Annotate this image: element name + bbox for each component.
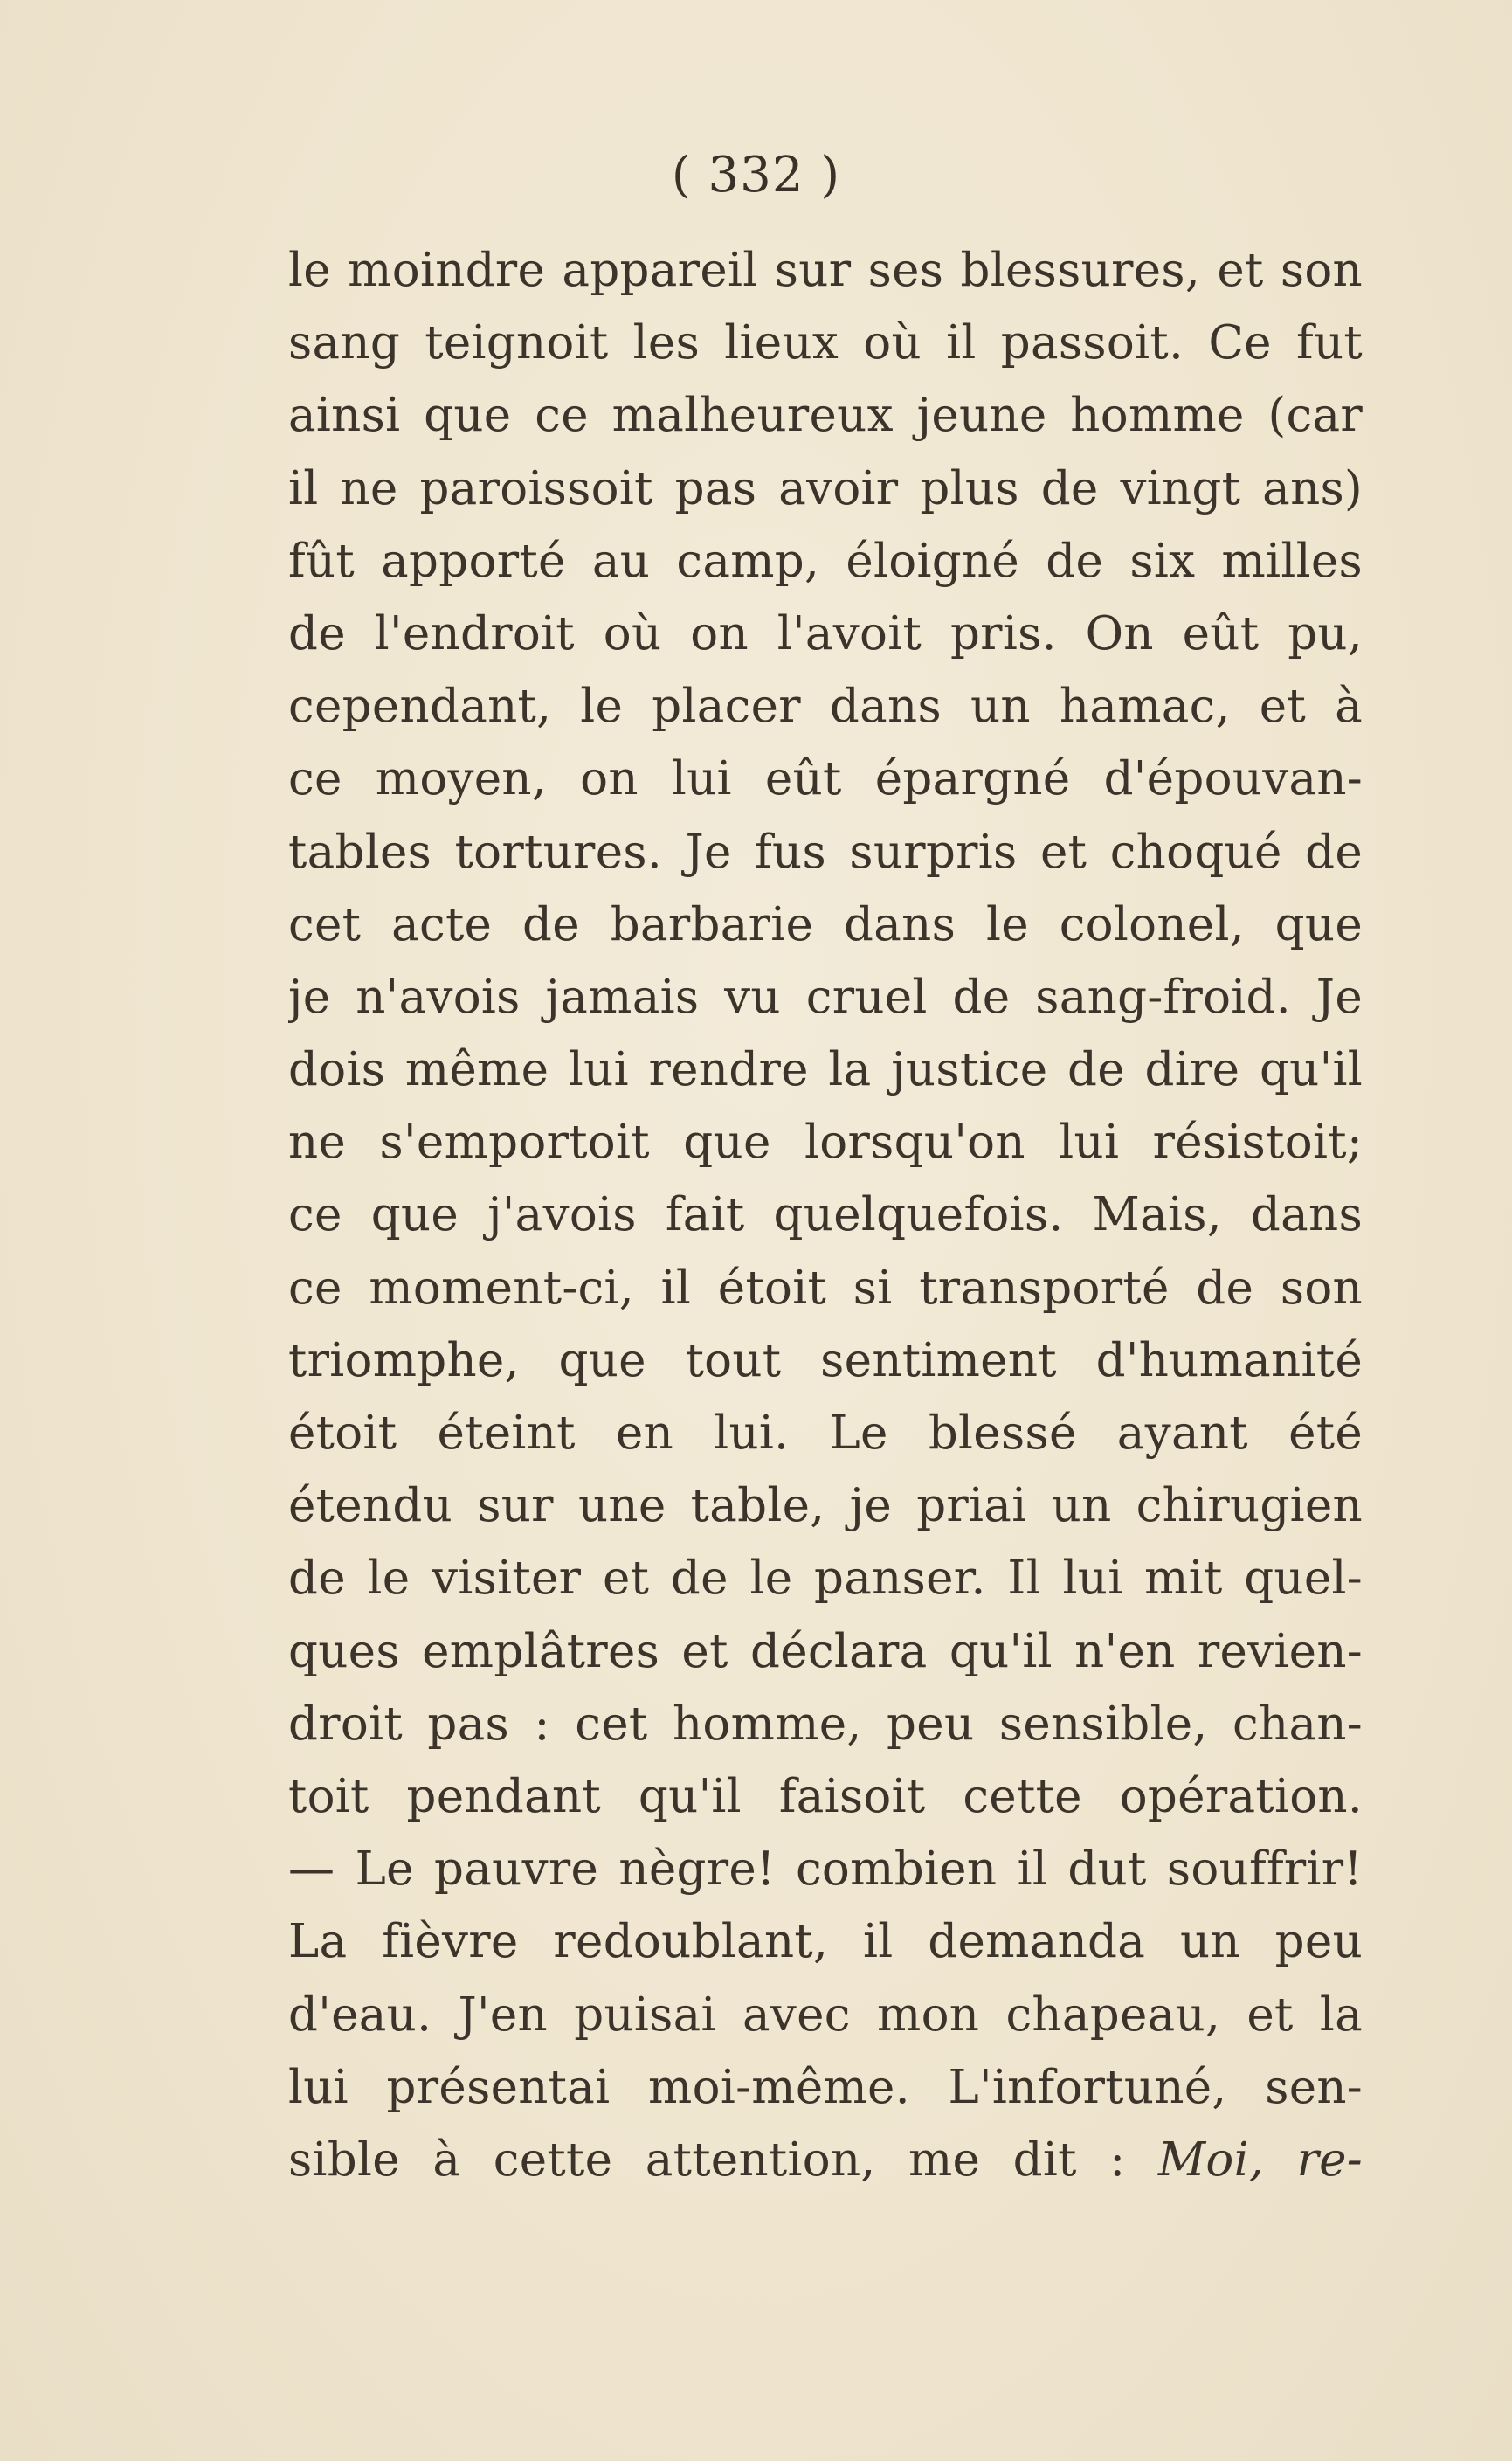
text-line: toit pendant qu'il faisoit cette opération. [288,1769,1363,1823]
last-text-line [288,2124,1363,2196]
text-line: cet acte de barbarie dans le colonel, que [288,897,1363,951]
text-line: dois même lui rendre la justice de dire qu'il [288,1043,1363,1097]
text-line: le moindre appareil sur ses blessures, et son [288,244,1363,297]
text-line: je n'avois jamais vu cruel de sang-froid. Je [288,970,1363,1024]
text-line: droit pas : cet homme, peu sensible, chan- [288,1697,1363,1751]
text-line: d'eau. J'en puisai avec mon chapeau, et la [288,1987,1363,2042]
text-line: ce que j'avois fait quelquefois. Mais, dans [288,1188,1363,1242]
text-line: lui présentai moi-même. L'infortuné, sen- [288,2060,1363,2114]
text-line: tables tortures. Je fus surpris et choqué de [288,825,1363,879]
text-line: il ne paroissoit pas avoir plus de vingt ans) [288,461,1363,515]
text-line: ainsi que ce malheureux jeune homme (car [288,389,1363,443]
text-line: étoit éteint en lui. Le blessé ayant été [288,1407,1363,1460]
text-line: ques emplâtres et déclara qu'il n'en revien- [288,1624,1363,1678]
text-line: de l'endroit où on l'avoit pris. On eût pu, [288,606,1363,660]
text-line: triomphe, que tout sentiment d'humanité [288,1333,1363,1387]
text-line: ce moyen, on lui eût épargné d'épouvan- [288,752,1363,806]
last-line-italic: Moi, re- [1157,2133,1363,2187]
body-text [288,234,1363,2196]
text-line: cependant, le placer dans un hamac, et à [288,680,1363,734]
text-line: fût apporté au camp, éloigné de six milles [288,534,1363,588]
text-line: ne s'emportoit que lorsqu'on lui résistoit; [288,1116,1363,1170]
text-line: étendu sur une table, je priai un chirugien [288,1479,1363,1533]
text-line: ce moment-ci, il étoit si transporté de son [288,1261,1363,1315]
page-number: ( 332 ) [671,147,841,204]
text-line: sang teignoit les lieux où il passoit. Ce fut [288,316,1363,370]
text-line: de le visiter et de le panser. Il lui mit quel- [288,1552,1363,1606]
text-line: La fièvre redoublant, il demanda un peu [288,1915,1363,1969]
text-line: — Le pauvre nègre! combien il dut souffrir! [288,1842,1363,1897]
last-line-roman: sible à cette attention, me dit : [288,2133,1158,2187]
